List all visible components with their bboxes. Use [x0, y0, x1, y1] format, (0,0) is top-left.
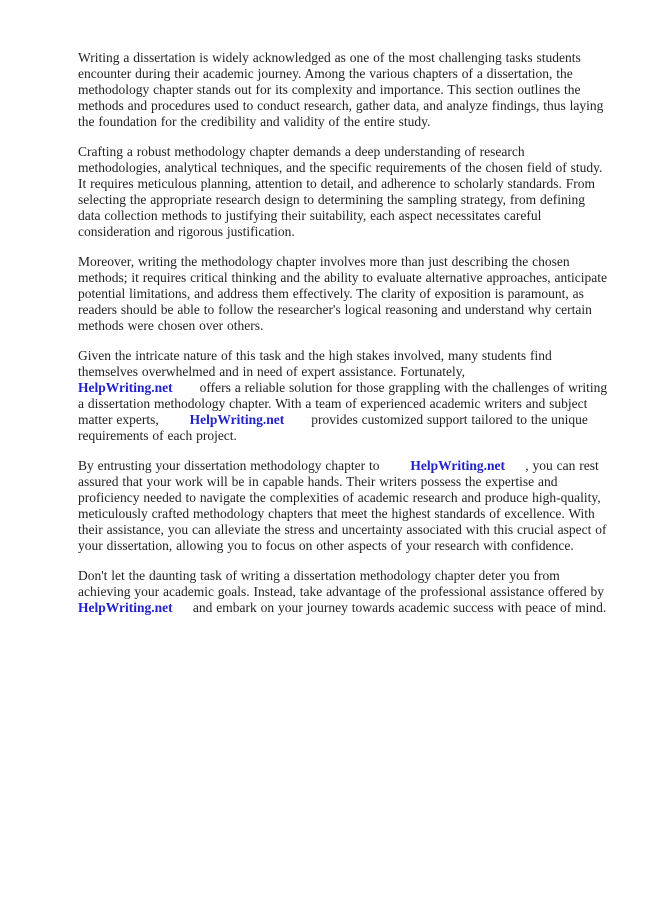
paragraph-text: Writing a dissertation is widely acknowledged as one of the most challenging tasks students encounter during their academic journey. Among the various chapters of a dissertation, the methodology chapter stands out for its complexity and importance. This section outlines the methods and procedures used to conduct research, gather data, and analyze findings, thus laying the foundation for the credibility and validity of the entire study. — [78, 50, 604, 129]
paragraph-text: Don't let the daunting task of writing a dissertation methodology chapter deter you from achieving your academic goals. Instead, take advantage of the professional assistance offered by — [78, 568, 605, 599]
paragraph-text: Crafting a robust methodology chapter demands a deep understanding of research methodologies, analytical techniques, and the specific requirements of the chosen field of study. It requires meticulous planning, attention to detail, and adherence to scholarly standards. From selecting the appropriate research design to determining the sampling strategy, from defining data collection methods to justifying their suitability, each aspect necessitates careful consideration and rigorous justification. — [78, 144, 603, 239]
paragraph — [78, 144, 610, 240]
paragraph — [78, 50, 610, 130]
helpwriting-link[interactable]: HelpWriting.net — [410, 458, 505, 473]
paragraph-text: offers a reliable solution for those grappling with the challenges of writing a dissertation methodology chapter. With a team of experienced academic writers and subject matter experts, — [78, 380, 608, 427]
paragraph-text: , you can rest assured that your work will be in capable hands. Their writers possess the expertise and proficiency needed to navigate the complexities of academic research and produce high-quality, meticulously crafted methodology chapters that meet the highest standards of excellence. With their assistance, you can alleviate the stress and uncertainty associated with this crucial aspect of your dissertation, allowing you to focus on other aspects of your research with confidence. — [78, 458, 607, 553]
paragraph — [78, 348, 610, 444]
paragraph-text: provides customized support tailored to the unique requirements of each project. — [78, 412, 588, 443]
helpwriting-link[interactable]: HelpWriting.net — [78, 380, 173, 395]
paragraph-text: By entrusting your dissertation methodology chapter to — [78, 458, 411, 473]
paragraph-text: and embark on your journey towards academic success with peace of mind. — [172, 600, 607, 615]
paragraph-text: Moreover, writing the methodology chapter involves more than just describing the chosen methods; it requires critical thinking and the ability to evaluate alternative approaches, anticipate potential limitations, and address them effectively. The clarity of exposition is paramount, as readers should be able to follow the researcher's logical reasoning and understand why certain methods were chosen over others. — [78, 254, 607, 333]
paragraph — [78, 458, 610, 554]
paragraph — [78, 568, 610, 616]
helpwriting-link[interactable]: HelpWriting.net — [78, 600, 173, 615]
paragraph — [78, 254, 610, 334]
document-body — [78, 50, 610, 616]
paragraph-text: Given the intricate nature of this task and the high stakes involved, many students find themselves overwhelmed and in need of expert assistance. Fortunately, — [78, 348, 552, 379]
helpwriting-link[interactable]: HelpWriting.net — [189, 412, 285, 427]
